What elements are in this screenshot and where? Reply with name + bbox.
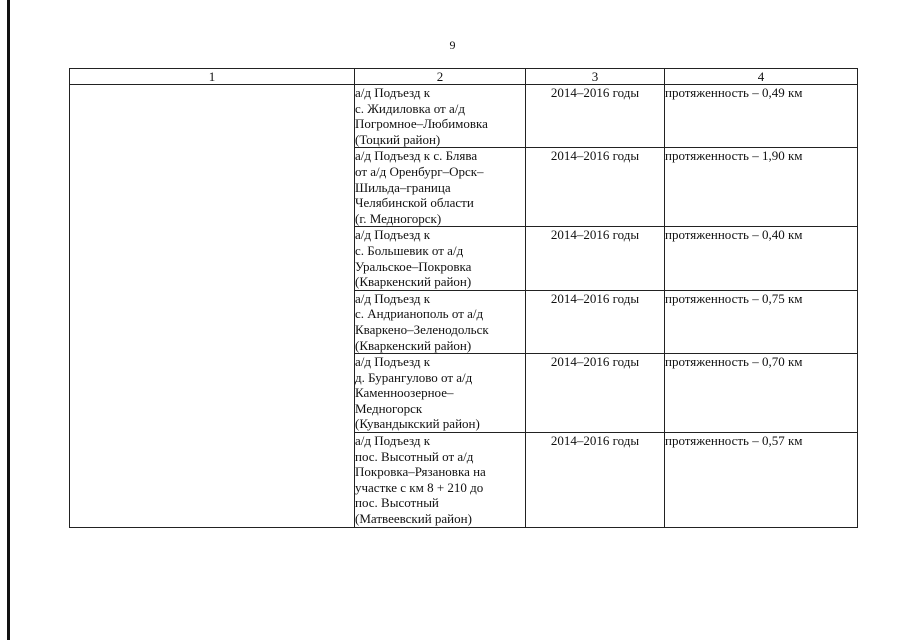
length-cell: протяженность – 1,90 км [665,148,858,227]
period-cell: 2014–2016 годы [526,290,665,353]
period-cell: 2014–2016 годы [526,85,665,148]
road-name-cell: а/д Подъезд к с. Блява от а/д Оренбург–Орск– Шильда–граница Челябинской области (г. Медногорск) [355,148,526,227]
length-cell: протяженность – 0,75 км [665,290,858,353]
period-cell: 2014–2016 годы [526,433,665,528]
period-cell: 2014–2016 годы [526,354,665,433]
length-cell: протяженность – 0,70 км [665,354,858,433]
length-cell: протяженность – 0,57 км [665,433,858,528]
header-col-3: 3 [526,69,665,85]
page-left-edge-line [7,0,10,640]
roads-table [69,68,858,528]
page-number: 9 [449,38,456,52]
table-header-row [70,69,858,85]
header-col-1: 1 [70,69,355,85]
merged-empty-cell [70,85,355,528]
road-name-cell: а/д Подъезд к д. Бурангулово от а/д Каменноозерное– Медногорск (Кувандыкский район) [355,354,526,433]
road-name-cell: а/д Подъезд к с. Жидиловка от а/д Погромное–Любимовка (Тоцкий район) [355,85,526,148]
header-col-2: 2 [355,69,526,85]
length-cell: протяженность – 0,40 км [665,227,858,290]
header-col-4: 4 [665,69,858,85]
road-name-cell: а/д Подъезд к с. Большевик от а/д Уральское–Покровка (Кваркенский район) [355,227,526,290]
road-name-cell: а/д Подъезд к пос. Высотный от а/д Покровка–Рязановка на участке с км 8 + 210 до пос. Высотный (Матвеевский район) [355,433,526,528]
road-name-cell: а/д Подъезд к с. Андрианополь от а/д Кваркено–Зеленодольск (Кваркенский район) [355,290,526,353]
period-cell: 2014–2016 годы [526,148,665,227]
table-row [70,85,858,148]
period-cell: 2014–2016 годы [526,227,665,290]
length-cell: протяженность – 0,49 км [665,85,858,148]
